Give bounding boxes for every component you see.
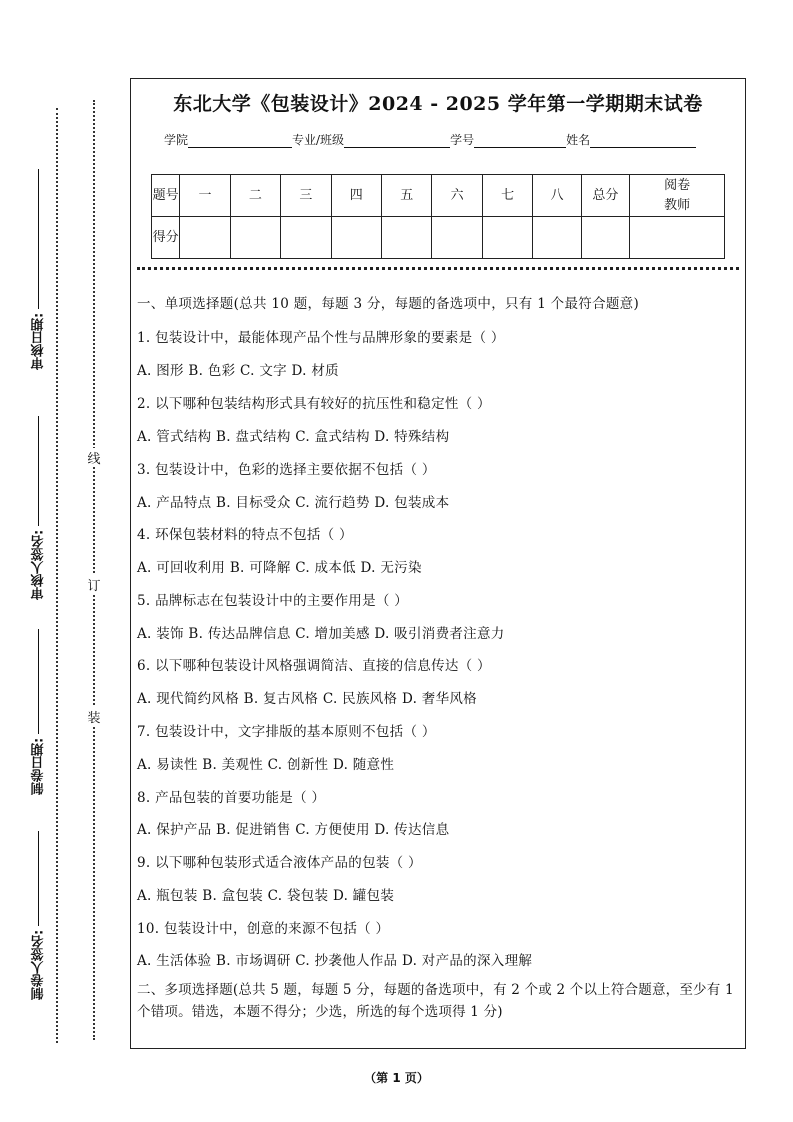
question-1: 1. 包装设计中，最能体现产品个性与品牌形象的要素是（ ）	[137, 330, 505, 346]
question-8-options: A. 保护产品 B. 促进销售 C. 方便使用 D. 传达信息	[137, 822, 450, 838]
header-cell-grader: 阅卷教师	[630, 175, 725, 217]
question-3: 3. 包装设计中，色彩的选择主要依据不包括（ ）	[137, 462, 436, 478]
question-4: 4. 环保包装材料的特点不包括（ ）	[137, 527, 353, 543]
audit-signer-label	[26, 410, 52, 600]
header-cell: 五	[381, 175, 431, 217]
question-1-options: A. 图形 B. 色彩 C. 文字 D. 材质	[137, 363, 339, 379]
question-7: 7. 包装设计中，文字排版的基本原则不包括（ ）	[137, 724, 436, 740]
score-table	[151, 174, 725, 259]
header-cell: 三	[281, 175, 331, 217]
audit-signer-text: 审核人签名:	[31, 529, 47, 600]
header-cell: 七	[482, 175, 532, 217]
question-10-options: A. 生活体验 B. 市场调研 C. 抄袭他人作品 D. 对产品的深入理解	[137, 953, 533, 969]
make-date-text: 制卷日期:	[31, 737, 47, 795]
question-8: 8. 产品包装的首要功能是（ ）	[137, 790, 326, 806]
major-class-label: 专业/班级	[292, 133, 345, 147]
exam-frame	[130, 78, 746, 1049]
name-field[interactable]	[590, 134, 696, 148]
score-cell[interactable]	[230, 217, 280, 259]
question-6: 6. 以下哪种包装设计风格强调简洁、直接的信息传达（ ）	[137, 658, 491, 674]
audit-date-label	[26, 160, 52, 370]
question-2: 2. 以下哪种包装结构形式具有较好的抗压性和稳定性（ ）	[137, 396, 491, 412]
college-field[interactable]	[188, 134, 292, 148]
score-cell-grader[interactable]	[630, 217, 725, 259]
exam-title: 东北大学《包装设计》2024 - 2025 学年第一学期期末试卷	[173, 93, 703, 115]
make-signer-blank[interactable]	[39, 831, 40, 926]
student-id-label: 学号	[450, 133, 475, 147]
audit-signer-blank[interactable]	[39, 416, 40, 526]
page-number: （第 1 页）	[364, 1071, 429, 1085]
question-9-options: A. 瓶包装 B. 盒包装 C. 袋包装 D. 罐包装	[137, 888, 395, 904]
section2-heading: 二、多项选择题(总共 5 题，每题 5 分，每题的备选项中，有 2 个或 2 个以上符合题意，至少有 1 个错项。错选，本题不得分；少选，所选的每个选项得 1 分)	[137, 982, 734, 1020]
score-cell[interactable]	[180, 217, 230, 259]
binding-line-char: 线	[86, 448, 102, 467]
make-signer-label	[26, 820, 52, 1000]
college-label: 学院	[164, 133, 189, 147]
student-info-row	[164, 131, 696, 148]
row-label-score: 得分	[152, 217, 180, 259]
binding-order-char: 订	[86, 575, 102, 594]
score-cell[interactable]	[281, 217, 331, 259]
question-6-options: A. 现代简约风格 B. 复古风格 C. 民族风格 D. 奢华风格	[137, 691, 477, 707]
row-label-question-no: 题号	[152, 175, 180, 217]
header-cell: 四	[331, 175, 381, 217]
score-cell-total[interactable]	[581, 217, 629, 259]
make-signer-text: 制卷人签名:	[31, 929, 47, 1000]
binding-bind-char: 装	[86, 707, 102, 726]
score-cell[interactable]	[482, 217, 532, 259]
score-table-header-row	[152, 175, 725, 217]
question-5-options: A. 装饰 B. 传达品牌信息 C. 增加美感 D. 吸引消费者注意力	[137, 626, 505, 642]
header-cell-total: 总分	[581, 175, 629, 217]
score-cell[interactable]	[331, 217, 381, 259]
header-cell: 一	[180, 175, 230, 217]
score-cell[interactable]	[381, 217, 431, 259]
major-class-field[interactable]	[344, 134, 450, 148]
audit-date-text: 审核日期:	[31, 312, 47, 370]
make-date-blank[interactable]	[39, 629, 40, 734]
header-cell: 二	[230, 175, 280, 217]
question-7-options: A. 易读性 B. 美观性 C. 创新性 D. 随意性	[137, 757, 395, 773]
question-9: 9. 以下哪种包装形式适合液体产品的包装（ ）	[137, 855, 422, 871]
question-10: 10. 包装设计中，创意的来源不包括（ ）	[137, 921, 390, 937]
question-4-options: A. 可回收利用 B. 可降解 C. 成本低 D. 无污染	[137, 560, 422, 576]
section-separator	[137, 267, 739, 270]
section1-heading: 一、单项选择题(总共 10 题，每题 3 分，每题的备选项中，只有 1 个最符合题意)	[137, 296, 640, 312]
score-table-score-row	[152, 217, 725, 259]
header-cell: 八	[533, 175, 581, 217]
question-3-options: A. 产品特点 B. 目标受众 C. 流行趋势 D. 包装成本	[137, 495, 450, 511]
binding-dotted-line-outer	[56, 108, 58, 1043]
question-2-options: A. 管式结构 B. 盘式结构 C. 盒式结构 D. 特殊结构	[137, 429, 450, 445]
name-label: 姓名	[566, 133, 591, 147]
question-5: 5. 品牌标志在包装设计中的主要作用是（ ）	[137, 593, 409, 609]
score-cell[interactable]	[432, 217, 482, 259]
make-date-label	[26, 620, 52, 795]
audit-date-blank[interactable]	[39, 169, 40, 309]
score-cell[interactable]	[533, 217, 581, 259]
header-cell: 六	[432, 175, 482, 217]
binding-dotted-line-inner	[93, 100, 95, 1040]
student-id-field[interactable]	[474, 134, 566, 148]
